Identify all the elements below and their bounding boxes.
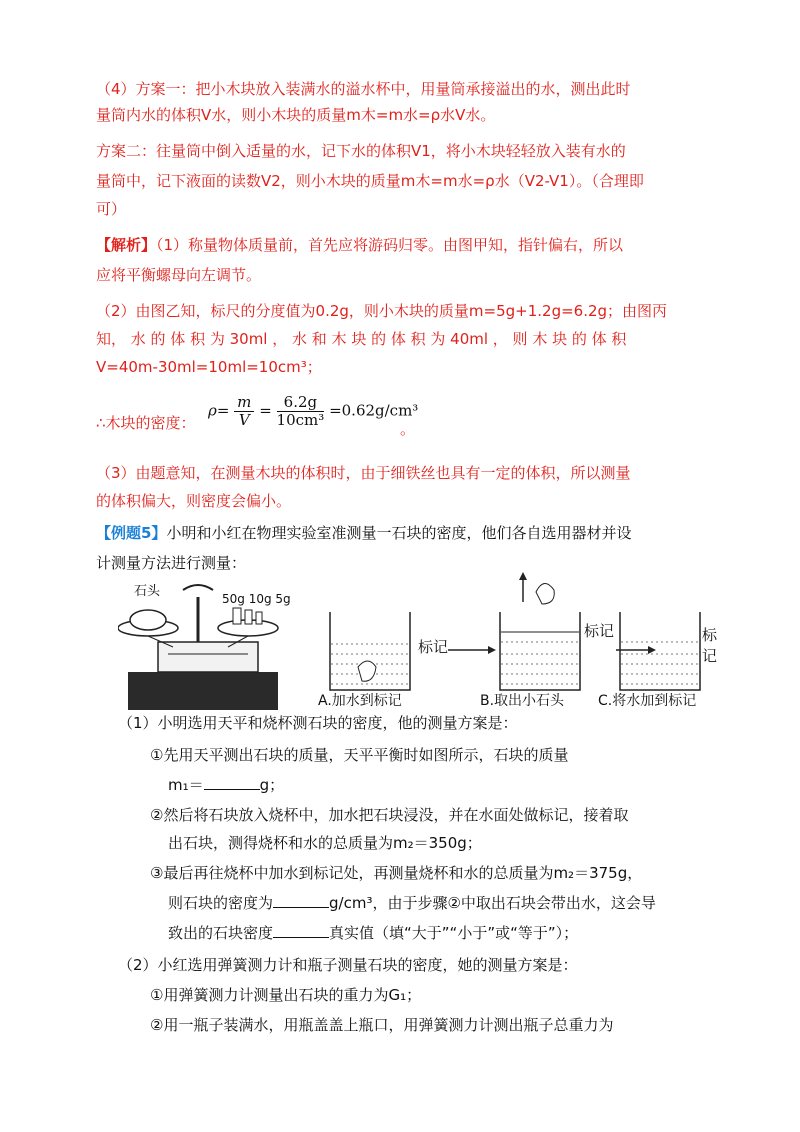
analysis-tag: 【解析】 — [96, 236, 157, 254]
answer4-line1: （4）方案一：把小木块放入装满水的溢水杯中，用量筒承接溢出的水，测出此时 — [96, 80, 631, 98]
caption-c: C.将水加到标记 — [598, 693, 697, 709]
mark-label-a: 标记 — [418, 638, 449, 656]
example5-tag: 【例题5】 — [96, 524, 167, 542]
example5-line2: 计测量方法进行测量： — [96, 554, 247, 572]
formula-result: =0.62g/cm³ — [329, 401, 419, 420]
answer-blank-density[interactable] — [273, 893, 329, 908]
q1-compare-suffix: 真实值（填“大于”“小于”或“等于”）； — [329, 924, 579, 942]
q1-step3a: ③最后再往烧杯中加水到标记处，再测量烧杯和水的总质量为m₂＝375g， — [150, 864, 643, 882]
q1-step2a: ②然后将石块放入烧杯中，加水把石块浸没，并在水面处做标记，接着取 — [150, 806, 629, 824]
fraction-denominator: V — [238, 411, 250, 429]
density-formula — [208, 394, 418, 429]
analysis-line8: 的体积偏大，则密度会偏小。 — [96, 492, 292, 510]
formula-equals: = — [259, 401, 272, 420]
q2-step1: ①用弹簧测力计测量出石块的重力为G₁； — [150, 986, 422, 1004]
analysis-line4: 知， 水 的 体 积 为 30ml ， 水 和 木 块 的 体 积 为 40ml ， 则 木 块 的 体 积 — [96, 330, 627, 348]
answer4-line5: 可） — [96, 200, 127, 218]
beaker-b-icon — [500, 572, 580, 690]
example5-line1 — [96, 522, 631, 544]
fraction-m-over-v — [234, 394, 254, 429]
analysis-line3: （2）由图乙知，标尺的分度值为0.2g，则小木块的质量m=5g+1.2g=6.2g；由图丙 — [96, 302, 668, 320]
q1-m1-unit: g； — [259, 776, 285, 794]
fraction-values — [277, 394, 325, 429]
q1-intro: （1）小明选用天平和烧杯测石块的密度，他的测量方案是： — [118, 714, 518, 732]
mark-label-b: 标记 — [584, 622, 615, 640]
mark-label-c: 标记 — [702, 626, 718, 665]
fraction-numerator: m — [234, 394, 254, 412]
fraction-numerator: 6.2g — [277, 394, 325, 412]
analysis-line2: 应将平衡螺母向左调节。 — [96, 266, 262, 284]
answer-blank-mass[interactable] — [204, 775, 260, 790]
beaker-a-icon — [330, 612, 410, 690]
q1-compare-prefix: 致出的石块密度 — [168, 924, 274, 942]
analysis-line1 — [96, 234, 623, 256]
formula-period: 。 — [400, 420, 416, 438]
beaker-c-icon — [620, 612, 700, 690]
answer4-line3: 方案二：往量筒中倒入适量的水，记下水的体积V1，将小木块轻轻放入装有水的 — [96, 142, 626, 160]
q1-step1a: ①先用天平测出石块的质量，天平平衡时如图所示，石块的质量 — [150, 746, 569, 764]
weights-label: 50g 10g 5g — [222, 592, 291, 606]
analysis-line5: V=40m-30ml=10ml=10cm³； — [96, 358, 322, 376]
example5-text1: 小明和小红在物理实验室准测量一石块的密度，他们各自选用器材并设 — [166, 524, 632, 542]
q2-step2: ②用一瓶子装满水，用瓶盖盖上瓶口，用弹簧测力计测出瓶子总重力为 — [150, 1016, 614, 1034]
q1-step3c — [168, 922, 578, 944]
caption-b: B.取出小石头 — [480, 693, 565, 709]
answer4-line4: 量筒中，记下液面的读数V2，则小木块的质量m木=m水=ρ水（V2-V1）。（合理即 — [96, 172, 644, 190]
answer-blank-compare[interactable] — [273, 923, 329, 938]
density-label: ∴木块的密度： — [96, 414, 196, 432]
q1-density-suffix: g/cm³，由于步骤②中取出石块会带出水，这会导 — [329, 894, 656, 912]
q1-step2b: 出石块，测得烧杯和水的总质量为m₂＝350g； — [168, 834, 482, 852]
answer4-line2: 量筒内水的体积V水，则小木块的质量m木=m水=ρ水V水。 — [96, 106, 496, 124]
q2-intro: （2）小红选用弹簧测力计和瓶子测量石块的密度，她的测量方案是： — [118, 956, 578, 974]
q1-step1b — [168, 774, 284, 796]
experiment-figure — [118, 572, 718, 712]
fraction-denominator: 10cm³ — [276, 411, 325, 429]
caption-a: A.加水到标记 — [318, 693, 402, 709]
stone-icon — [130, 610, 166, 630]
q1-m1-label: m₁＝ — [168, 776, 204, 794]
formula-rho: ρ= — [208, 401, 230, 420]
q1-step3b — [168, 892, 656, 914]
stone-label: 石头 — [134, 584, 161, 599]
q1-density-prefix: 则石块的密度为 — [168, 894, 274, 912]
arrow-head-icon — [488, 646, 496, 654]
analysis-line7: （3）由题意知，在测量木块的体积时，由于细铁丝也具有一定的体积，所以测量 — [96, 464, 631, 482]
analysis-text1: （1）称量物体质量前，首先应将游码归零。由图甲知，指针偏右，所以 — [156, 236, 624, 254]
